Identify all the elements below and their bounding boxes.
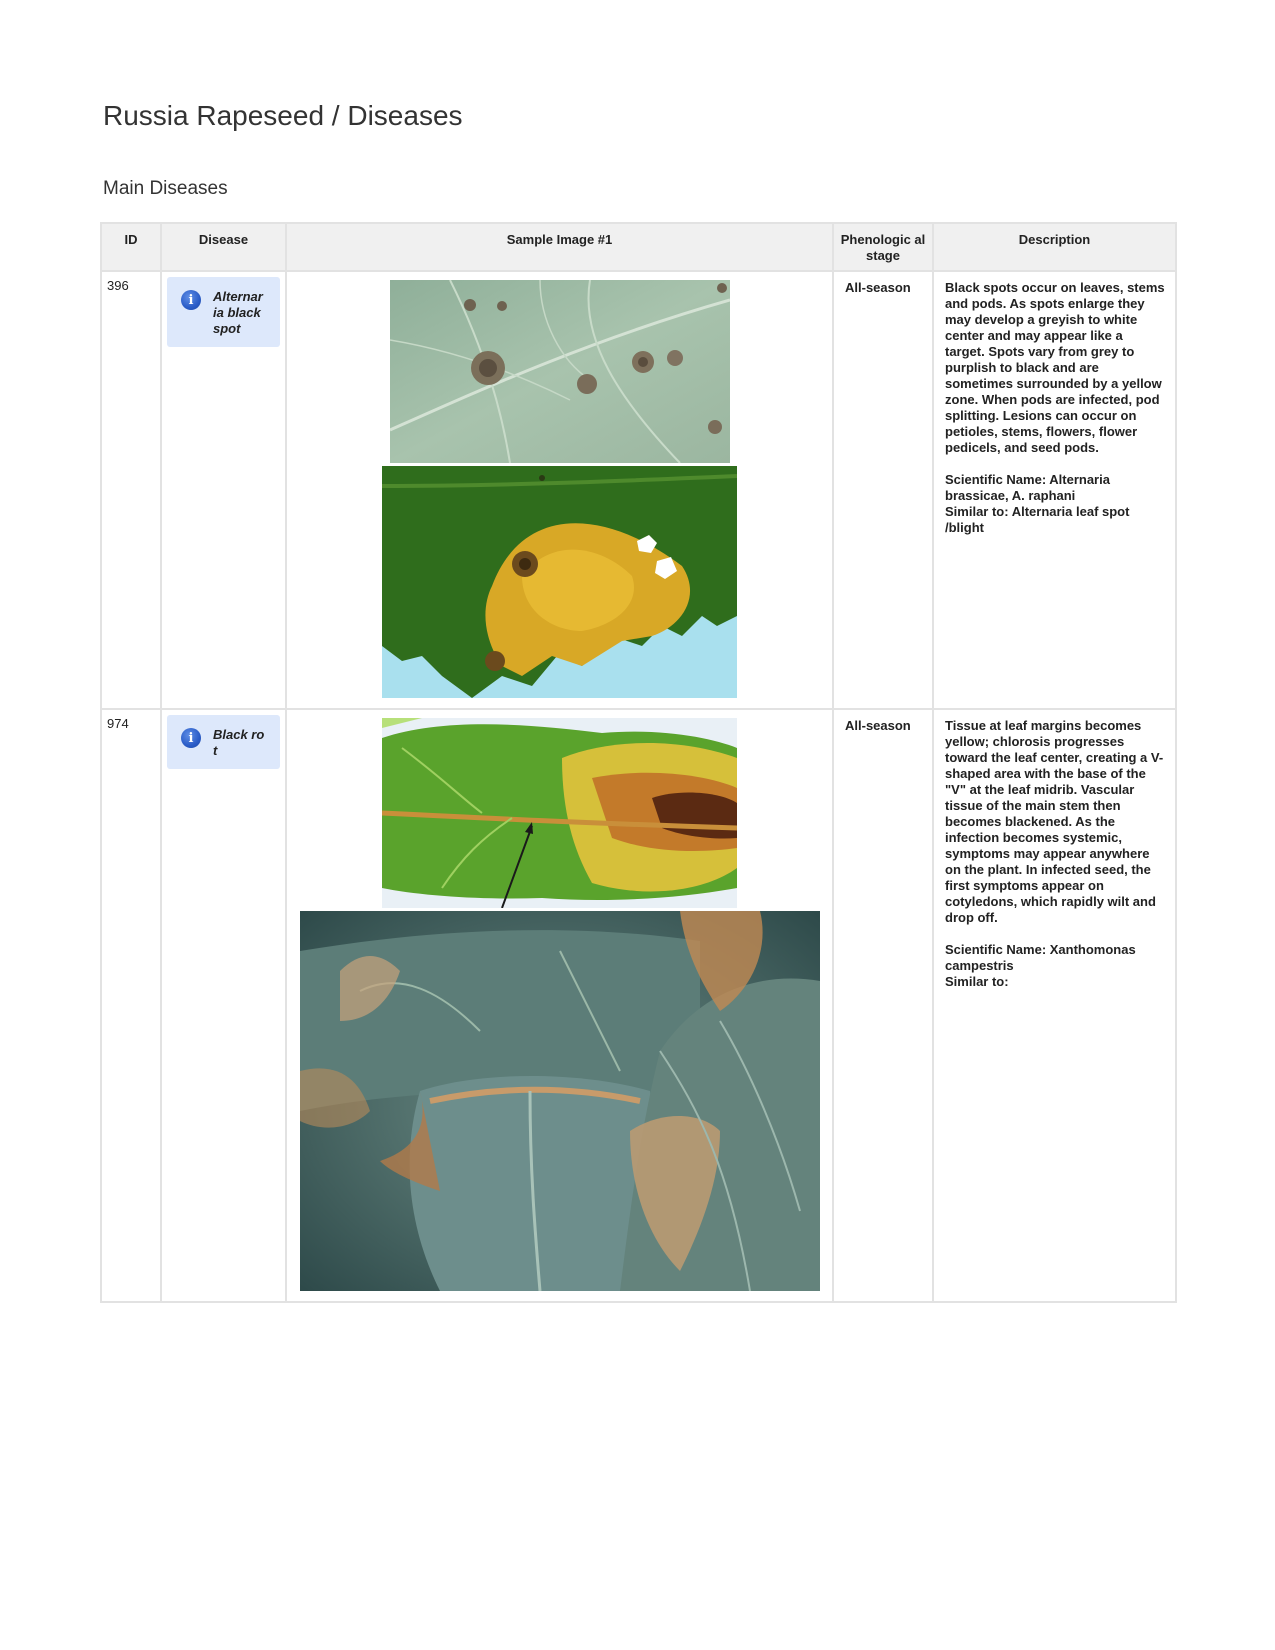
- section-title: Main Diseases: [103, 178, 228, 199]
- description-cell: [933, 709, 1176, 1302]
- header-sample-image: Sample Image #1: [286, 223, 833, 271]
- stage-cell: All-season: [833, 709, 933, 1302]
- black-rot-leaf-photo: [382, 718, 737, 908]
- header-id: ID: [101, 223, 161, 271]
- row-id: 396: [101, 271, 161, 709]
- stage-cell: All-season: [833, 271, 933, 709]
- disease-name: Alternaria black spot: [213, 289, 263, 336]
- table-row: [101, 271, 1176, 709]
- diseases-table: [100, 222, 1177, 1303]
- scientific-name: Scientific Name: Alternaria brassicae, A. raphani: [945, 472, 1110, 503]
- row-id: 974: [101, 709, 161, 1302]
- description-text: Tissue at leaf margins becomes yellow; chlorosis progresses toward the leaf center, creating a V-shaped area with the base of the "V" at the leaf midrib. Vascular tissue of the main stem then becomes blackened. As the infection becomes systemic, symptoms may appear anywhere on the plant. In infected seed, the first symptoms appear on cotyledons, which rapidly wilt and drop off.: [945, 718, 1164, 925]
- disease-link[interactable]: [167, 715, 280, 769]
- disease-link[interactable]: [167, 277, 280, 347]
- similar-to: Similar to: Alternaria leaf spot /blight: [945, 504, 1130, 535]
- leaf-yellowing-photo: [382, 466, 737, 698]
- info-icon: i: [181, 728, 201, 748]
- disease-cell: [161, 709, 286, 1302]
- disease-cell: [161, 271, 286, 709]
- description-text: Black spots occur on leaves, stems and pods. As spots enlarge they may develop a greyish to white center and may appear like a target. Spots vary from grey to purplish to black and are sometimes surrounded by a yellow zone. When pods are infected, pod splitting. Lesions can occur on petioles, stems, flowers, flower pedicels, and seed pods.: [945, 280, 1165, 455]
- header-disease: Disease: [161, 223, 286, 271]
- info-icon: i: [181, 290, 201, 310]
- page-title: Russia Rapeseed / Diseases: [103, 100, 463, 131]
- sample-images-cell: [286, 271, 833, 709]
- similar-to: Similar to:: [945, 974, 1009, 989]
- scientific-name: Scientific Name: Xanthomonas campestris: [945, 942, 1136, 973]
- disease-name: Black rot: [213, 727, 265, 758]
- header-stage: Phenologic al stage: [833, 223, 933, 271]
- table-header-row: [101, 223, 1176, 271]
- header-description: Description: [933, 223, 1176, 271]
- description-cell: [933, 271, 1176, 709]
- cabbage-leaf-photo: [300, 911, 820, 1291]
- leaf-spots-photo: [390, 280, 730, 463]
- table-row: [101, 709, 1176, 1302]
- sample-images-cell: [286, 709, 833, 1302]
